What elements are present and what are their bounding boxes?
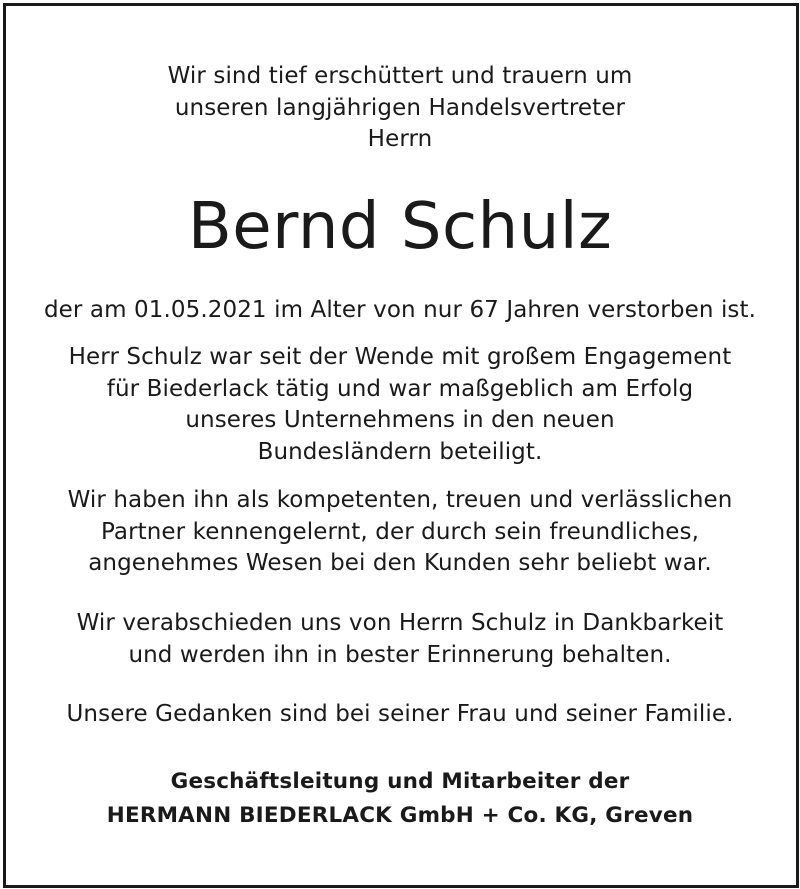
- signature-line: Geschäftsleitung und Mitarbeiter der: [170, 769, 630, 794]
- paragraph-line: Bundesländern beteiligt.: [257, 438, 543, 465]
- paragraph-line: Partner kennengelernt, der durch sein freundliches,: [100, 518, 700, 545]
- paragraph-engagement: [20, 342, 780, 468]
- deceased-name: Bernd Schulz: [187, 190, 613, 264]
- death-line: der am 01.05.2021 im Alter von nur 67 Jahren verstorben ist.: [43, 297, 757, 323]
- paragraph-line: Unsere Gedanken sind bei seiner Frau und seiner Familie.: [66, 701, 734, 727]
- intro-line: unseren langjährigen Handelsvertreter: [174, 94, 626, 121]
- signature: [20, 765, 780, 833]
- death-statement: [20, 295, 780, 327]
- paragraph-line: angenehmes Wesen bei den Kunden sehr beliebt war.: [88, 550, 712, 576]
- paragraph-line: und werden ihn in bester Erinnerung behalten.: [128, 641, 672, 668]
- paragraph-family: [20, 699, 780, 731]
- intro-line: Wir sind tief erschüttert und trauern um: [167, 63, 633, 89]
- paragraph-line: unseres Unternehmens in den neuen: [185, 407, 615, 433]
- paragraph-partner: [20, 485, 780, 580]
- paragraph-line: für Biederlack tätig und war maßgeblich am Erfolg: [106, 375, 694, 402]
- intro-text: [20, 61, 780, 156]
- paragraph-line: Herr Schulz war seit der Wende mit großem Engagement: [68, 344, 732, 370]
- signature-company: HERMANN BIEDERLACK GmbH + Co. KG, Greven: [106, 803, 694, 828]
- paragraph-line: Wir verabschieden uns von Herrn Schulz in Dankbarkeit: [76, 610, 724, 636]
- paragraph-line: Wir haben ihn als kompetenten, treuen und verlässlichen: [67, 487, 733, 513]
- paragraph-farewell: [20, 608, 780, 671]
- intro-line: Herrn: [367, 126, 433, 152]
